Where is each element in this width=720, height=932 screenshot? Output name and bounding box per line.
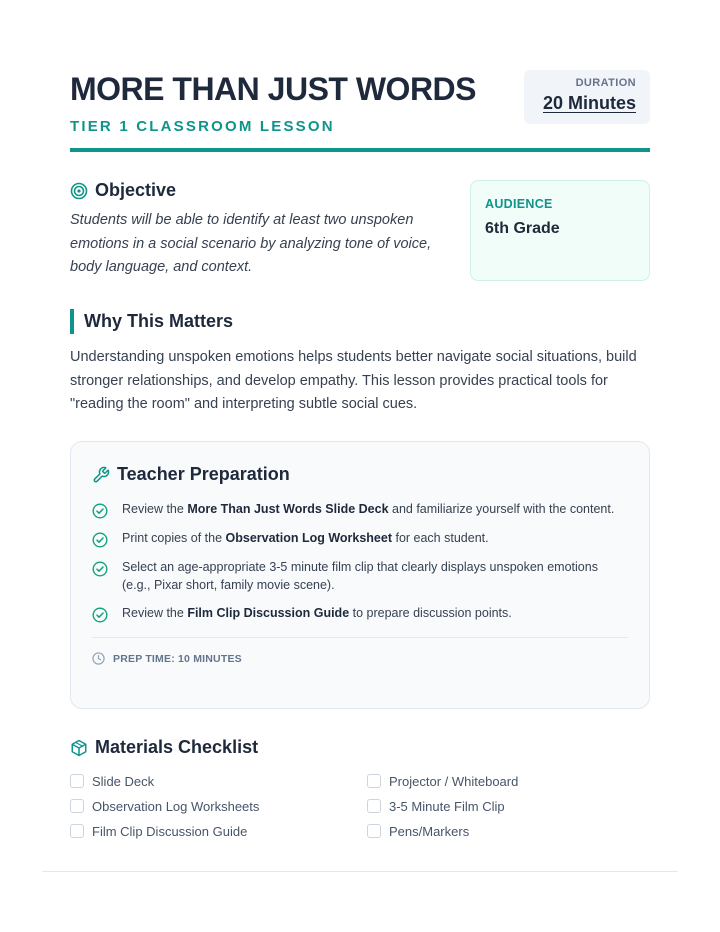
clock-icon <box>92 652 105 665</box>
prep-title: Teacher Preparation <box>117 464 290 484</box>
materials-checklist <box>70 772 650 840</box>
objective-text: Students will be able to identify at least two unspoken emotions in a social scenario by analyzing tone of voice, body language, and context. <box>70 212 432 275</box>
checkbox[interactable] <box>367 774 381 788</box>
checkbox[interactable] <box>367 799 381 813</box>
footer-divider <box>42 871 678 872</box>
prep-time <box>92 652 628 665</box>
materials-item[interactable]: Pens/Markers <box>367 822 650 840</box>
target-icon <box>70 182 88 200</box>
prep-time-label: PREP TIME: 10 MINUTES <box>113 652 242 665</box>
check-circle-icon <box>92 607 108 623</box>
audience-label: AUDIENCE <box>485 197 553 211</box>
duration-card <box>524 70 650 124</box>
materials-item[interactable]: Projector / Whiteboard <box>367 772 650 790</box>
materials-item[interactable]: Observation Log Worksheets <box>70 797 367 815</box>
prep-item: Review the More Than Just Words Slide Deck and familiarize yourself with the content. <box>92 501 628 519</box>
objective-section <box>70 180 455 280</box>
objective-title: Objective <box>95 180 177 200</box>
checkbox[interactable] <box>70 774 84 788</box>
check-circle-icon <box>92 532 108 548</box>
prep-item: Select an age-appropriate 3-5 minute film clip that clearly displays unspoken emotions (e.g., Pixar short, family movie scene). <box>92 559 628 594</box>
prep-list <box>92 501 628 623</box>
wrench-icon <box>92 466 110 484</box>
prep-item: Print copies of the Observation Log Worksheet for each student. <box>92 530 628 548</box>
teacher-preparation-card <box>70 441 650 709</box>
materials-section <box>70 737 650 840</box>
audience-value: 6th Grade <box>485 220 560 237</box>
duration-value: 20 Minutes <box>542 93 636 113</box>
checkbox[interactable] <box>367 824 381 838</box>
materials-item[interactable]: 3-5 Minute Film Clip <box>367 797 650 815</box>
page-subtitle: TIER 1 CLASSROOM LESSON <box>70 118 335 135</box>
prep-item: Review the Film Clip Discussion Guide to prepare discussion points. <box>92 605 628 623</box>
checkbox[interactable] <box>70 824 84 838</box>
checkbox[interactable] <box>70 799 84 813</box>
lesson-header <box>70 70 650 135</box>
check-circle-icon <box>92 503 108 519</box>
materials-item[interactable]: Film Clip Discussion Guide <box>70 822 367 840</box>
header-divider <box>70 148 650 152</box>
duration-label: DURATION <box>575 77 636 89</box>
why-text: Understanding unspoken emotions helps students better navigate social situations, build stronger relationships, and develop empathy. This lesson provides practical tools for "reading the room" and interpreting subtle social cues. <box>70 349 637 412</box>
check-circle-icon <box>92 561 108 577</box>
cube-icon <box>70 739 88 757</box>
materials-title: Materials Checklist <box>95 737 259 757</box>
materials-item[interactable]: Slide Deck <box>70 772 367 790</box>
page-title: MORE THAN JUST WORDS <box>70 71 476 107</box>
why-title: Why This Matters <box>70 309 650 334</box>
prep-divider <box>92 637 628 638</box>
why-section <box>70 309 650 417</box>
audience-card <box>470 180 650 281</box>
